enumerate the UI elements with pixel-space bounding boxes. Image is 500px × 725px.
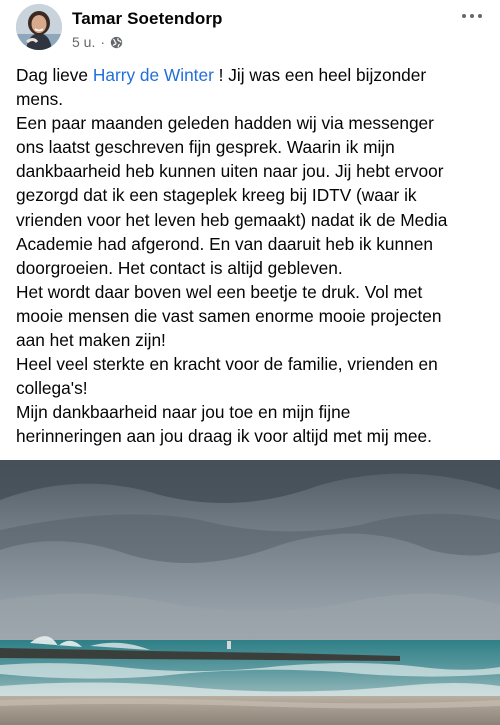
post-text-line: Dag lieve Harry de Winter ! Jij was een heel bijzonder [16,65,427,85]
globe-icon[interactable] [110,36,123,49]
avatar[interactable] [16,4,62,50]
post-text-line: Het wordt daar boven wel een beetje te druk. Vol met [16,281,423,302]
post-text-line: ons laatst geschreven fijn gesprek. Waarin ik mijn [16,137,395,158]
meta-separator: · [100,34,106,50]
author-name[interactable]: Tamar Soetendorp [72,9,223,28]
post-text-line: Heel veel sterkte en kracht voor de familie, vrienden en [16,354,438,375]
post-text-line: vrienden voor het leven heb gemaakt) nadat ik de Media [16,209,448,230]
post-text-line: mens. [16,89,64,110]
more-options-icon[interactable] [458,6,486,26]
mention-link[interactable]: Harry de Winter [92,65,214,85]
post-text [16,63,492,449]
post-text-line: doorgroeien. Het contact is altijd gebleven. [16,257,343,278]
post-text-line: aan het maken zijn! [16,330,166,351]
post-text-line: collega's! [16,378,88,399]
post-text-line: herinneringen aan jou draag ik voor altijd met mij mee. [16,426,432,447]
post-photo[interactable] [0,460,500,725]
post-text-line: Een paar maanden geleden hadden wij via messenger [16,113,434,134]
post-text-line: dankbaarheid heb kunnen uiten naar jou. Jij hebt ervoor [16,161,444,182]
post-text-line: Mijn dankbaarheid naar jou toe en mijn fijne [16,402,351,423]
post-text-line: gezorgd dat ik een stageplek kreeg bij IDTV (waar ik [16,185,417,206]
post-text-line: Academie had afgerond. En van daaruit heb ik kunnen [16,233,433,254]
post-text-line: mooie mensen die vast samen enorme mooie projecten [16,305,442,326]
post-meta [72,34,123,50]
post-time[interactable]: 5 u. [72,34,96,50]
post-header [0,0,500,58]
